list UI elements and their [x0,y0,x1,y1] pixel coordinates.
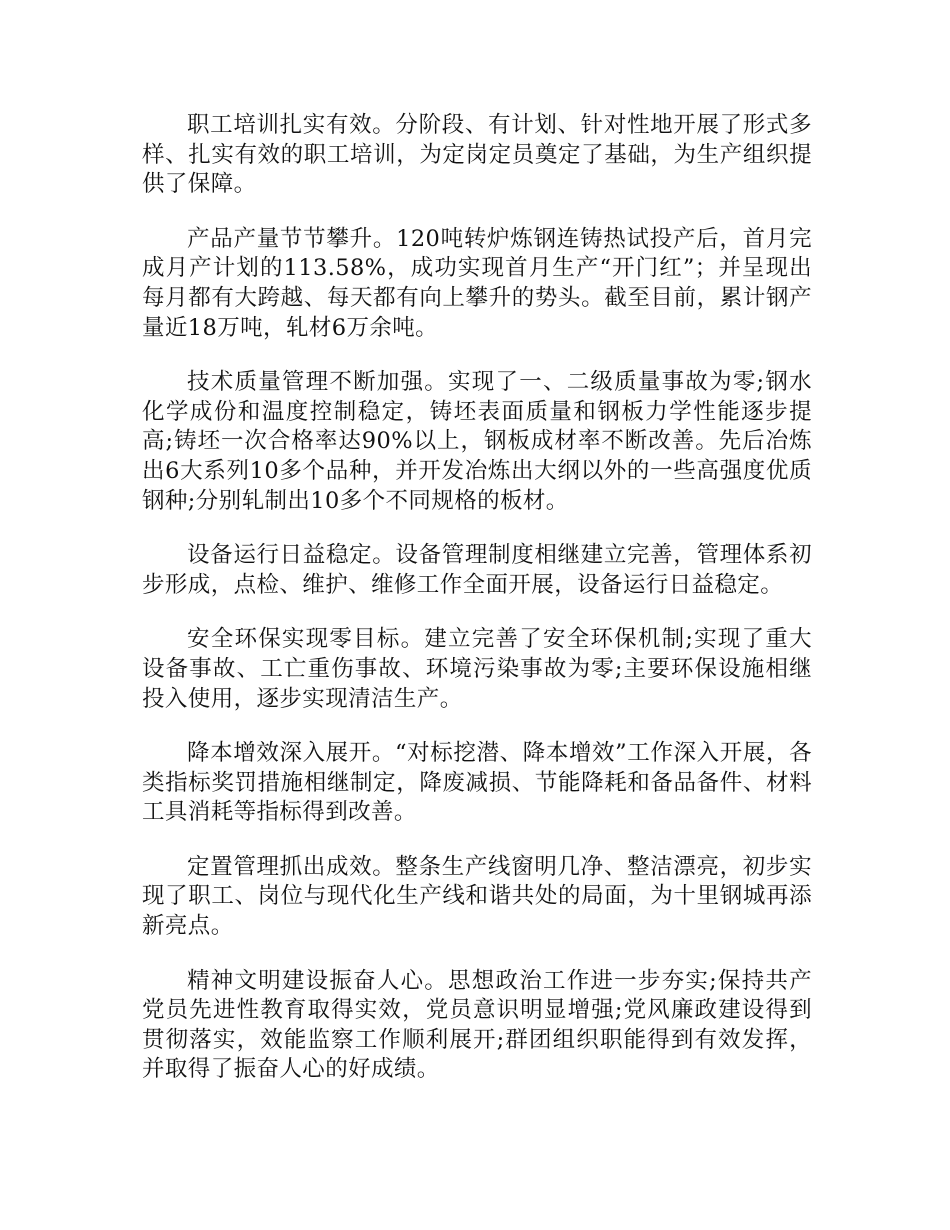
paragraph-staff-training: 职工培训扎实有效。分阶段、有计划、针对性地开展了形式多样、扎实有效的职工培训，为定岗定员奠定了基础，为生产组织提供了保障。 [142,112,812,198]
paragraph-equipment-operation: 设备运行日益稳定。设备管理制度相继建立完善，管理体系初步形成，点检、维护、维修工作全面开展，设备运行日益稳定。 [142,542,812,598]
paragraph-production-output: 产品产量节节攀升。120吨转炉炼钢连铸热试投产后，首月完成月产计划的113.58%，成功实现首月生产“开门红”；并呈现出每月都有大跨越、每天都有向上攀升的势头。截至目前，累计钢产量近18万吨，轧材6万余吨。 [142,225,812,341]
paragraph-cost-reduction: 降本增效深入展开。“对标挖潜、降本增效”工作深入开展，各类指标奖罚措施相继制定，降废减损、节能降耗和备品备件、材料工具消耗等指标得到改善。 [142,740,812,826]
document-body [142,111,812,1110]
paragraph-safety-environment: 安全环保实现零目标。建立完善了安全环保机制;实现了重大设备事故、工亡重伤事故、环境污染事故为零;主要环保设施相继投入使用，逐步实现清洁生产。 [142,626,812,712]
paragraph-quality-management: 技术质量管理不断加强。实现了一、二级质量事故为零;钢水化学成份和温度控制稳定，铸坯表面质量和钢板力学性能逐步提高;铸坯一次合格率达90%以上，钢板成材率不断改善。先后冶炼出6大系列10多个品种，并开发冶炼出大纲以外的一些高强度优质钢种;分别轧制出10多个不同规格的板材。 [142,369,812,514]
paragraph-spiritual-civilization: 精神文明建设振奋人心。思想政治工作进一步夯实;保持共产党员先进性教育取得实效，党员意识明显增强;党风廉政建设得到贯彻落实，效能监察工作顺利展开;群团组织职能得到有效发挥，并取得了振奋人心的好成绩。 [142,967,812,1083]
paragraph-site-management: 定置管理抓出成效。整条生产线窗明几净、整洁漂亮，初步实现了职工、岗位与现代化生产线和谐共处的局面，为十里钢城再添新亮点。 [142,853,812,940]
